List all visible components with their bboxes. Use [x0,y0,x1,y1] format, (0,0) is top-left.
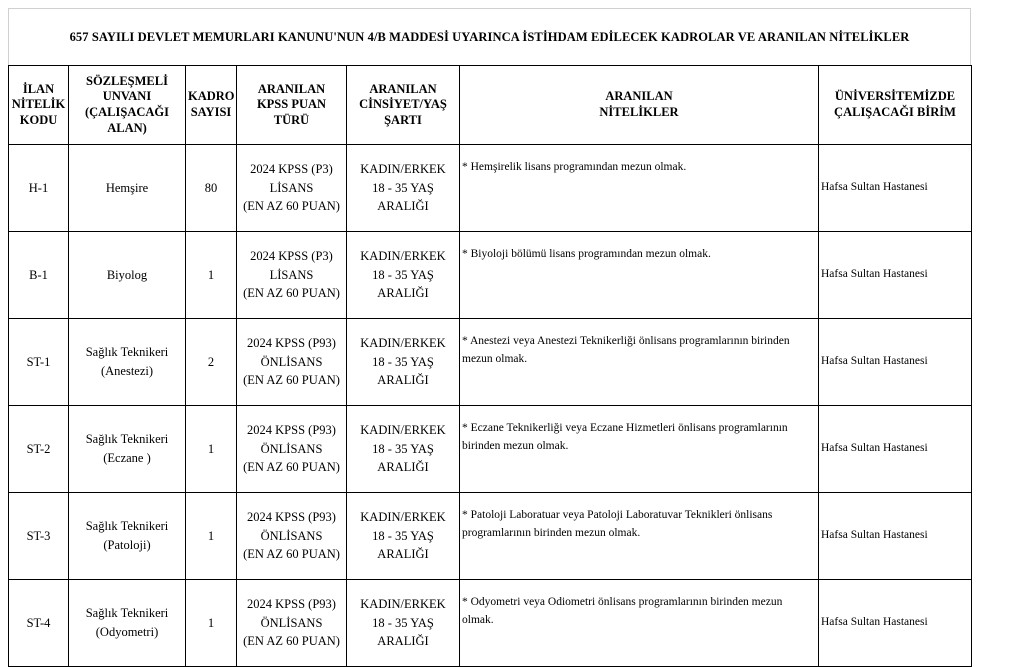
header-kadro: KADRO SAYISI [186,66,237,145]
kadro-sayisi-cell: 1 [186,580,237,667]
birim-cell: Hafsa Sultan Hastanesi [819,406,972,493]
header-row [9,66,972,145]
nitelik-cell: * Odyometri veya Odiometri önlisans programlarının birinden mezun olmak. [460,580,819,667]
table-row [9,580,972,667]
cinsiyet-yas-cell: KADIN/ERKEK 18 - 35 YAŞ ARALIĞI [347,319,460,406]
kpss-cell: 2024 KPSS (P93) ÖNLİSANS (EN AZ 60 PUAN) [237,406,347,493]
ilan-kodu-cell: ST-4 [9,580,69,667]
ilan-kodu-cell: ST-2 [9,406,69,493]
kadro-sayisi-cell: 1 [186,493,237,580]
nitelik-cell: * Patoloji Laboratuar veya Patoloji Laboratuvar Teknikleri önlisans programlarının birinden mezun olmak. [460,493,819,580]
table-row [9,493,972,580]
document-title: 657 SAYILI DEVLET MEMURLARI KANUNU'NUN 4/B MADDESİ UYARINCA İSTİHDAM EDİLECEK KADROLAR VE ARANILAN NİTELİKLER [8,8,971,65]
kadro-sayisi-cell: 80 [186,145,237,232]
birim-cell: Hafsa Sultan Hastanesi [819,232,972,319]
kadro-sayisi-cell: 2 [186,319,237,406]
header-ilan-kodu: İLAN NİTELİK KODU [9,66,69,145]
table-row [9,319,972,406]
kpss-cell: 2024 KPSS (P3) LİSANS (EN AZ 60 PUAN) [237,232,347,319]
cinsiyet-yas-cell: KADIN/ERKEK 18 - 35 YAŞ ARALIĞI [347,232,460,319]
header-birim: ÜNİVERSİTEMİZDE ÇALIŞACAĞI BİRİM [819,66,972,145]
positions-table [8,65,972,667]
kadro-sayisi-cell: 1 [186,406,237,493]
document [8,8,971,667]
ilan-kodu-cell: H-1 [9,145,69,232]
unvan-cell: Sağlık Teknikeri (Patoloji) [69,493,186,580]
header-cinsiyet: ARANILAN CİNSİYET/YAŞ ŞARTI [347,66,460,145]
unvan-cell: Hemşire [69,145,186,232]
ilan-kodu-cell: ST-3 [9,493,69,580]
table-row [9,232,972,319]
cinsiyet-yas-cell: KADIN/ERKEK 18 - 35 YAŞ ARALIĞI [347,493,460,580]
unvan-cell: Sağlık Teknikeri (Eczane ) [69,406,186,493]
unvan-cell: Sağlık Teknikeri (Odyometri) [69,580,186,667]
unvan-cell: Biyolog [69,232,186,319]
birim-cell: Hafsa Sultan Hastanesi [819,145,972,232]
kpss-cell: 2024 KPSS (P93) ÖNLİSANS (EN AZ 60 PUAN) [237,319,347,406]
header-unvan: SÖZLEŞMELİ UNVANI (ÇALIŞACAĞI ALAN) [69,66,186,145]
nitelik-cell: * Eczane Teknikerliği veya Eczane Hizmetleri önlisans programlarının birinden mezun olmak. [460,406,819,493]
nitelik-cell: * Biyoloji bölümü lisans programından mezun olmak. [460,232,819,319]
nitelik-cell: * Anestezi veya Anestezi Teknikerliği önlisans programlarının birinden mezun olmak. [460,319,819,406]
cinsiyet-yas-cell: KADIN/ERKEK 18 - 35 YAŞ ARALIĞI [347,406,460,493]
kpss-cell: 2024 KPSS (P3) LİSANS (EN AZ 60 PUAN) [237,145,347,232]
nitelik-cell: * Hemşirelik lisans programından mezun olmak. [460,145,819,232]
kpss-cell: 2024 KPSS (P93) ÖNLİSANS (EN AZ 60 PUAN) [237,493,347,580]
cinsiyet-yas-cell: KADIN/ERKEK 18 - 35 YAŞ ARALIĞI [347,145,460,232]
kadro-sayisi-cell: 1 [186,232,237,319]
header-nitelikler: ARANILAN NİTELİKLER [460,66,819,145]
kpss-cell: 2024 KPSS (P93) ÖNLİSANS (EN AZ 60 PUAN) [237,580,347,667]
unvan-cell: Sağlık Teknikeri (Anestezi) [69,319,186,406]
table-row [9,145,972,232]
birim-cell: Hafsa Sultan Hastanesi [819,580,972,667]
header-kpss: ARANILAN KPSS PUAN TÜRÜ [237,66,347,145]
birim-cell: Hafsa Sultan Hastanesi [819,319,972,406]
birim-cell: Hafsa Sultan Hastanesi [819,493,972,580]
ilan-kodu-cell: B-1 [9,232,69,319]
cinsiyet-yas-cell: KADIN/ERKEK 18 - 35 YAŞ ARALIĞI [347,580,460,667]
table-row [9,406,972,493]
ilan-kodu-cell: ST-1 [9,319,69,406]
